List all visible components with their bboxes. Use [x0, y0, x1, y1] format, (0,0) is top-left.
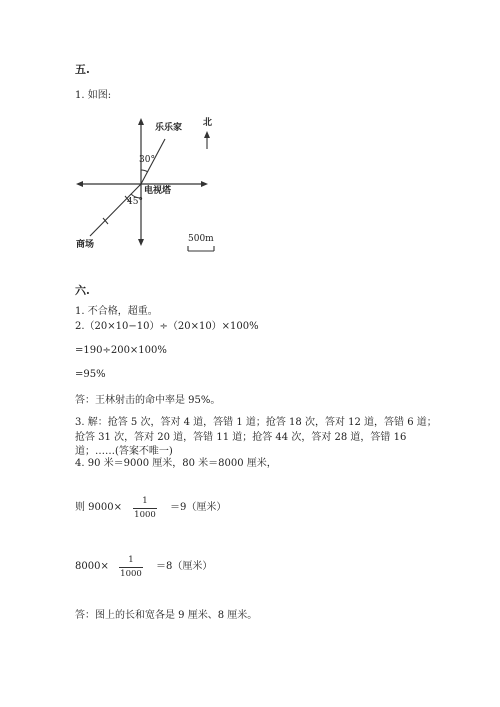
- answer-1: 1. 不合格，超重。: [75, 306, 158, 317]
- answer-2-step-2: =95%: [75, 369, 106, 380]
- label-angle-30: 30°: [139, 155, 155, 165]
- label-market: 商场: [76, 240, 95, 250]
- question-1-label: 1. 如图:: [75, 90, 112, 101]
- section-five-heading: 五.: [75, 63, 90, 76]
- final-answer: 答：图上的长和宽各是 9 厘米、8 厘米。: [75, 610, 258, 621]
- answer-2-step-1: =190÷200×100%: [75, 345, 167, 356]
- axis-arrow-east: [201, 181, 208, 187]
- axis-arrow-south: [138, 239, 144, 246]
- equation-2-result: ＝8（厘米）: [156, 561, 213, 572]
- equation-1-numerator: 1: [142, 496, 148, 506]
- label-north: 北: [203, 118, 213, 128]
- axis-arrow-north: [138, 118, 144, 125]
- equation-2-numerator: 1: [128, 555, 134, 565]
- equation-2-prefix: 8000×: [75, 561, 109, 572]
- answer-2-expression: 2.（20×10−10）÷（20×10）×100%: [75, 321, 259, 332]
- axis-arrow-west: [76, 181, 83, 187]
- line-to-market: [90, 184, 141, 236]
- answer-2-conclusion: 答：王林射击的命中率是 95%。: [75, 395, 221, 406]
- answer-3-line-3: 道；……(答案不唯一): [75, 446, 173, 457]
- answer-4-line-1: 4. 90 米＝9000 厘米，80 米＝8000 厘米，: [75, 458, 277, 469]
- label-angle-45: 45°: [127, 197, 143, 207]
- north-arrow-head: [204, 131, 210, 138]
- equation-2-denominator: 1000: [120, 568, 142, 579]
- equation-2-fraction: [118, 556, 144, 578]
- answer-3-line-2: 抢答 31 次，答对 20 道，答错 11 道；抢答 44 次，答对 28 道，答错 16: [75, 432, 407, 443]
- equation-1-result: ＝9（厘米）: [170, 502, 227, 513]
- equation-1-denominator: 1000: [134, 509, 156, 520]
- label-scale: 500m: [188, 234, 214, 244]
- label-tv-tower: 电视塔: [144, 186, 172, 196]
- answer-3-line-1: 3. 解：抢答 5 次，答对 4 道，答错 1 道；抢答 18 次，答对 12 道，答错 6 道；: [75, 417, 437, 428]
- equation-1-prefix: 则 9000×: [75, 502, 123, 513]
- angle-arc-30: [141, 170, 148, 172]
- equation-1-fraction: [132, 497, 158, 519]
- label-lelejia: 乐乐家: [155, 123, 183, 133]
- section-six-heading: 六.: [75, 284, 90, 297]
